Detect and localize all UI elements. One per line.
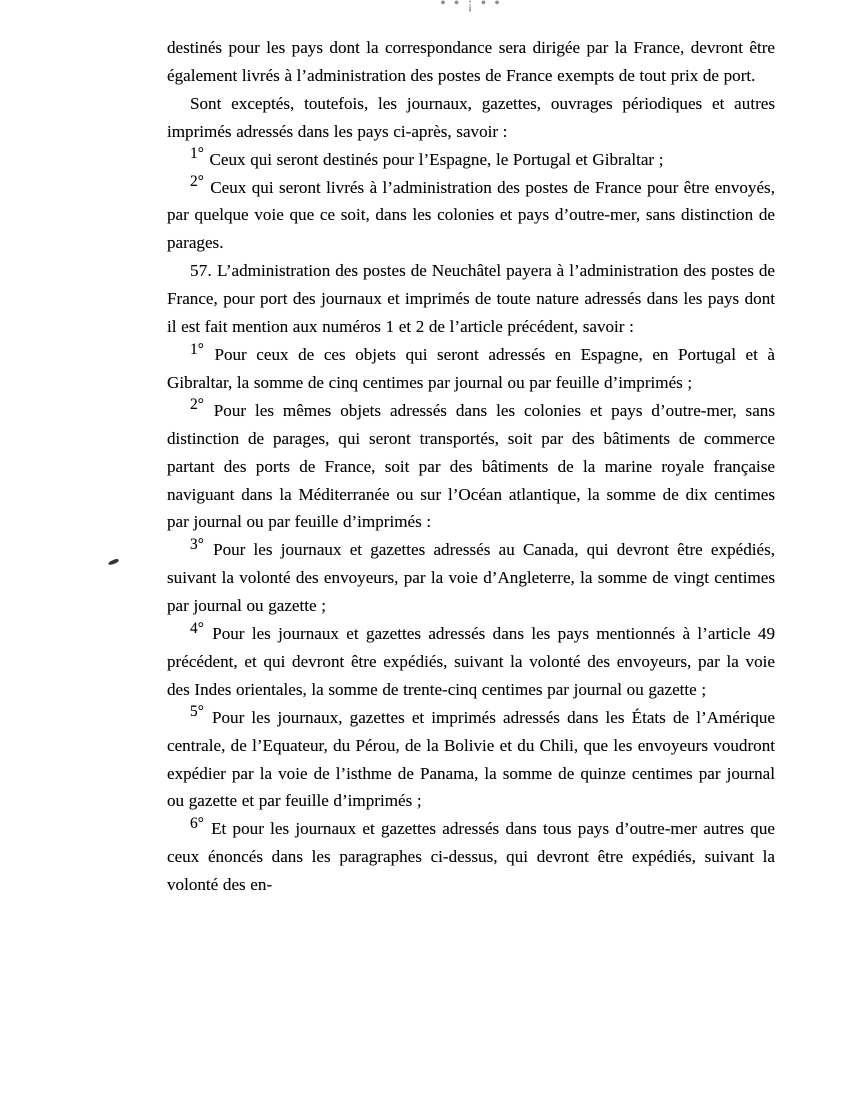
list-item-art56-2 xyxy=(167,174,775,258)
paragraph-text: Pour les journaux, gazettes et imprimés adressés dans les États de l’Amérique centrale, de l’Equateur, du Pérou, de la Bolivie et du Chili, que les envoyeurs voudront expédier par la voie de l’isthme de Panama, la somme de quinze centimes par journal ou gazette et par feuille d’imprimés ; xyxy=(167,707,775,811)
ordinal-marker: 3° xyxy=(190,535,204,553)
paragraph-text: Et pour les journaux et gazettes adressés dans tous pays d’outre-mer autres que ceux énoncés dans les paragraphes ci-dessus, qui devront être expédiés, suivant la volonté des en- xyxy=(167,819,775,895)
ordinal-marker: 2° xyxy=(190,396,204,414)
list-item-art57-1 xyxy=(167,341,775,397)
paragraph-text: Pour les journaux et gazettes adressés au Canada, qui devront être expédiés, suivant la volonté des envoyeurs, par la voie d’Angleterre, la somme de vingt centimes par journal ou gazette ; xyxy=(167,540,776,616)
margin-ink-mark xyxy=(108,558,120,566)
running-head-sliver xyxy=(167,0,775,26)
paragraph-sont-exceptes xyxy=(167,90,775,146)
paragraph-text: Ceux qui seront livrés à l’administration des postes de France pour être envoyés, par quelque voie que ce soit, dans les colonies et pays d’outre-mer, sans distinction de parages. xyxy=(167,177,775,253)
ordinal-marker: 2° xyxy=(190,173,204,191)
paragraph-text: Pour les journaux et gazettes adressés dans les pays mentionnés à l’article 49 précédent, et qui devront être expédiés, suivant la volonté des envoyeurs, par la voie des Indes orientales, la somme de trente-cinq centimes par journal ou gazette ; xyxy=(167,624,775,699)
list-item-art57-6 xyxy=(167,815,775,899)
ordinal-marker: 1° xyxy=(190,145,204,163)
list-item-art57-2 xyxy=(167,397,775,537)
list-item-art57-3 xyxy=(167,536,775,620)
paragraph-text: Pour ceux de ces objets qui seront adressés en Espagne, en Portugal et à Gibraltar, la somme de cinq centimes par journal ou par feuille d’imprimés ; xyxy=(167,344,775,392)
paragraph-text: Ceux qui seront destinés pour l’Espagne, le Portugal et Gibraltar ; xyxy=(209,149,664,169)
paragraph-text: Pour les mêmes objets adressés dans les colonies et pays d’outre-mer, sans distinction de parages, qui seront transportés, soit par des bâtiments de commerce partant des ports de France, soit par des bâtiments de la marine royale française naviguant dans la Méditerranée ou sur l’Océan atlantique, la somme de dix centimes par journal ou par feuille d’imprimés : xyxy=(167,400,775,532)
paragraph-text: L’administration des postes de Neuchâtel payera à l’administration des postes de France, pour port des journaux et imprimés de toute nature adressés dans les pays dont il est fait mention aux numéros 1 et 2 de l’article précédent, savoir : xyxy=(167,261,775,337)
list-item-art57-5 xyxy=(167,704,775,816)
ordinal-marker: 6° xyxy=(190,814,204,832)
paragraph-text: destinés pour les pays dont la correspondance sera dirigée par la France, devront être également livrés à l’administration des postes de France exempts de tout prix de port. xyxy=(167,38,775,85)
list-item-art57-4 xyxy=(167,620,775,704)
ordinal-marker: 5° xyxy=(190,703,204,721)
paragraph-continued-destines xyxy=(167,34,775,90)
list-item-art56-1 xyxy=(167,146,775,174)
ordinal-marker: 4° xyxy=(190,619,204,637)
text-column xyxy=(167,34,775,899)
paragraph-text: Sont exceptés, toutefois, les journaux, gazettes, ouvrages périodiques et autres imprimés adressés dans les pays ci-après, savoir : xyxy=(167,93,775,141)
article-number: 57. xyxy=(190,261,212,281)
paragraph-article-57 xyxy=(167,257,775,341)
running-head-text: • • ¡ • • xyxy=(440,0,502,12)
ordinal-marker: 1° xyxy=(190,340,204,358)
